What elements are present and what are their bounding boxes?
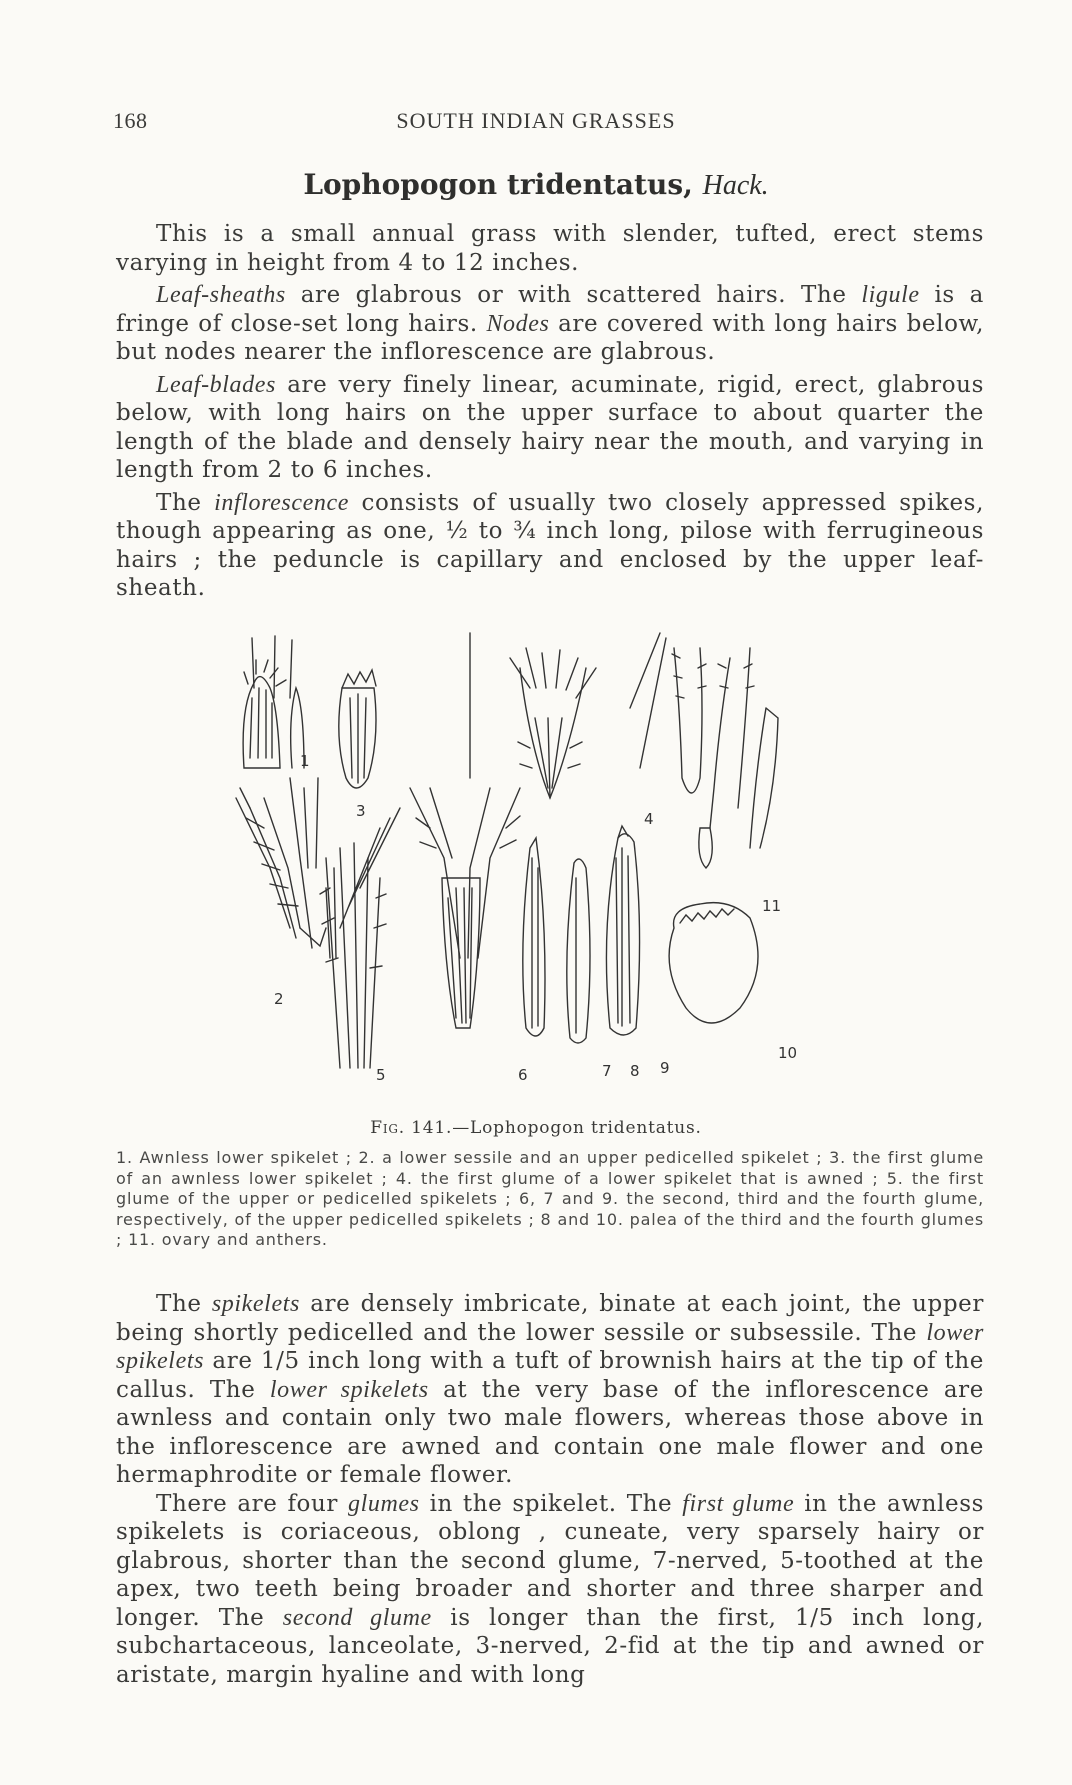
figure-item-7 (523, 838, 545, 1036)
figure-item-5 (320, 808, 400, 1068)
description-lower (116, 1290, 984, 1689)
figure-item-4 (510, 648, 596, 798)
paragraph-glumes: There are four glumes in the spikelet. The first glume in the awnless spikelets is coriaceous, oblong , cuneate, very sparsely hairy or glabrous, shorter than the second glume, 7-nerved, 5-toothed at the apex, two teeth being broader and shorter and three sharper and longer. The second glume is longer than the first, 1/5 inch long, subchartaceous, lanceolate, 3-nerved, 2-fid at the tip and awned or aristate, margin hyaline and with long (116, 1490, 985, 1688)
figure-item-9 (606, 826, 639, 1035)
running-title: SOUTH INDIAN GRASSES (396, 108, 676, 133)
figure-label-5: 5 (376, 1066, 386, 1084)
figure-label-7: 7 (602, 1062, 612, 1080)
figure-item-3 (339, 670, 376, 788)
figure-label-6: 6 (518, 1066, 528, 1084)
paragraph-inflorescence: The inflorescence consists of usually two closely appressed spikes, though appearing as one, ½ to ¾ inch long, pilose with ferrugineous hairs ; the peduncle is capillary and enclosed by the upper leaf-sheath. (116, 489, 985, 601)
figure-label-8: 8 (630, 1062, 640, 1080)
figure-item-2 (236, 778, 336, 958)
paragraph-habit: This is a small annual grass with slender, tufted, erect stems varying in height from 4 to 12 inches. (116, 221, 984, 276)
figure-caption: Fig. 141.—Lophopogon tridentatus. (370, 1118, 702, 1138)
page-number: 168 (113, 108, 148, 133)
figure-legend: 1. Awnless lower spikelet ; 2. a lower sessile and an upper pedicelled spikelet ; 3. the first glume of an awnless lower spikelet ; 4. the first glume of a lower spikelet that is awned ; 5. the first glume of the upper or pedicelled spikelets ; 6, 7 and 9. the second, third and the fourth glume, respectively, of the upper pedicelled spikelets ; 8 and 10. palea of the third and the fourth glumes ; 11. ovary and anthers. (116, 1148, 984, 1249)
figure-item-6 (410, 633, 520, 1028)
paragraph-blades: Leaf-blades are very finely linear, acuminate, rigid, erect, glabrous below, with long hairs on the upper surface to about quarter the length of the blade and densely hairy near the mouth, and varying in length from 2 to 6 inches. (116, 371, 984, 483)
figure-item-11 (630, 633, 778, 868)
figure-label-3: 3 (356, 802, 366, 820)
figure-label-2: 2 (274, 990, 284, 1008)
figure-label-4: 4 (644, 810, 654, 828)
description-upper (116, 220, 984, 603)
botanical-illustration (230, 628, 850, 1088)
species-author: Hack. (702, 170, 769, 201)
figure-label-1: 1 (300, 752, 310, 770)
figure-label-11: 11 (762, 897, 782, 915)
species-name: Lophopogon tridentatus, (303, 168, 693, 201)
species-heading (0, 168, 1072, 202)
figure-item-1 (243, 636, 304, 768)
figure-label-10: 10 (778, 1044, 798, 1062)
running-head (113, 108, 959, 138)
figure-item-8 (567, 859, 590, 1043)
paragraph-sheaths: Leaf-sheaths are glabrous or with scattered hairs. The ligule is a fringe of close-set long hairs. Nodes are covered with long hairs below, but nodes nearer the inflorescence are glabrous. (116, 282, 984, 365)
paragraph-spikelets: The spikelets are densely imbricate, binate at each joint, the upper being shortly pedicelled and the lower sessile or subsessile. The lower spikelets are 1/5 inch long with a tuft of brownish hairs at the tip of the callus. The lower spikelets at the very base of the inflorescence are awnless and contain only two male flowers, whereas those above in the inflorescence are awned and contain one male flower and one hermaphrodite or female flower. (116, 1291, 984, 1488)
figure-item-10 (669, 903, 758, 1023)
figure-label-9: 9 (660, 1059, 670, 1077)
